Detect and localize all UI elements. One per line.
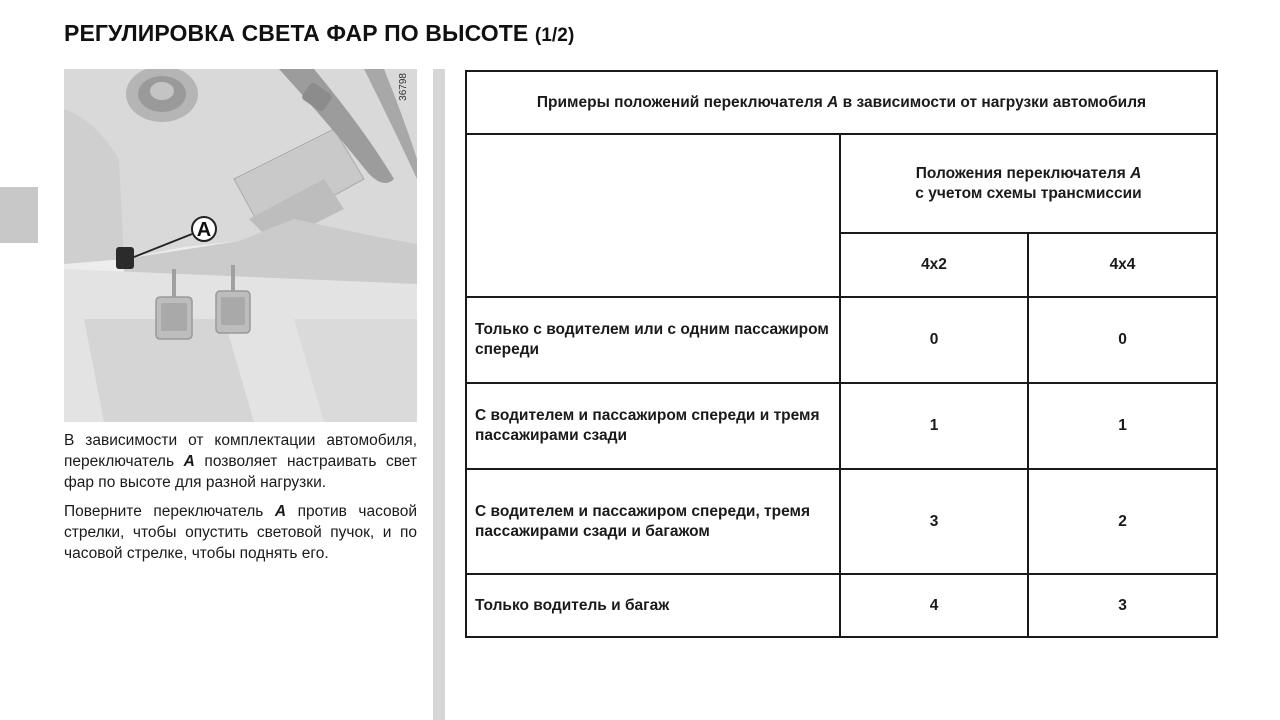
body-text bbox=[64, 430, 417, 572]
caption-text: Примеры положений переключателя bbox=[536, 93, 828, 111]
table-row bbox=[466, 383, 1217, 469]
row-label: Только с водителем или с одним пассажиром спереди bbox=[466, 297, 840, 383]
value-4x4: 1 bbox=[1028, 383, 1217, 469]
p2-emphasis: A bbox=[274, 503, 287, 520]
row-label: С водителем и пассажиром спереди и тремя пассажирами сзади bbox=[466, 383, 840, 469]
p1-text: В зависимости от комплектации автомобиля, переключатель bbox=[64, 432, 417, 470]
table-caption bbox=[466, 71, 1217, 134]
group-header-emphasis: A bbox=[1130, 164, 1142, 182]
table-row bbox=[466, 574, 1217, 637]
table-row bbox=[466, 469, 1217, 574]
figure-reference: 36798 bbox=[398, 73, 409, 101]
row-label: Только водитель и багаж bbox=[466, 574, 840, 637]
p2-text: Поверните переключатель bbox=[64, 503, 275, 520]
switch-positions-table bbox=[465, 70, 1218, 638]
empty-header-cell bbox=[466, 134, 840, 297]
group-header-text: Положения переключателя bbox=[915, 164, 1131, 182]
caption-text-end: в зависимости от нагрузки автомобиля bbox=[838, 93, 1147, 111]
row-label: С водителем и пассажиром спереди, тремя пассажирами сзади и багажом bbox=[466, 469, 840, 574]
page-title bbox=[64, 20, 574, 47]
caption-emphasis: A bbox=[827, 93, 839, 111]
value-4x4: 3 bbox=[1028, 574, 1217, 637]
group-header-line2: с учетом схемы трансмиссии bbox=[915, 184, 1142, 202]
page-title-text: РЕГУЛИРОВКА СВЕТА ФАР ПО ВЫСОТЕ bbox=[64, 20, 529, 46]
p2-text-end: против часовой стрелки, чтобы опустить световой пучок, и по часовой стрелке, чтобы поднять его. bbox=[64, 503, 418, 562]
table-row bbox=[466, 297, 1217, 383]
value-4x4: 0 bbox=[1028, 297, 1217, 383]
callout-label: A bbox=[196, 219, 212, 241]
paragraph-1 bbox=[64, 430, 417, 493]
paragraph-2 bbox=[64, 501, 417, 564]
page-title-suffix: (1/2) bbox=[534, 25, 575, 46]
p1-text-end: позволяет настраивать свет фар по высоте для разной нагрузки. bbox=[64, 453, 417, 491]
value-4x2: 3 bbox=[840, 469, 1028, 574]
column-header-4x4: 4x4 bbox=[1028, 233, 1217, 297]
dashboard-illustration bbox=[64, 69, 417, 422]
value-4x2: 4 bbox=[840, 574, 1028, 637]
p1-emphasis: A bbox=[183, 453, 195, 470]
value-4x4: 2 bbox=[1028, 469, 1217, 574]
value-4x2: 0 bbox=[840, 297, 1028, 383]
value-4x2: 1 bbox=[840, 383, 1028, 469]
column-divider bbox=[433, 69, 445, 720]
column-header-4x2: 4x2 bbox=[840, 233, 1028, 297]
group-header bbox=[840, 134, 1217, 233]
section-tab-marker bbox=[0, 187, 38, 243]
dashboard-drawing bbox=[64, 69, 417, 422]
